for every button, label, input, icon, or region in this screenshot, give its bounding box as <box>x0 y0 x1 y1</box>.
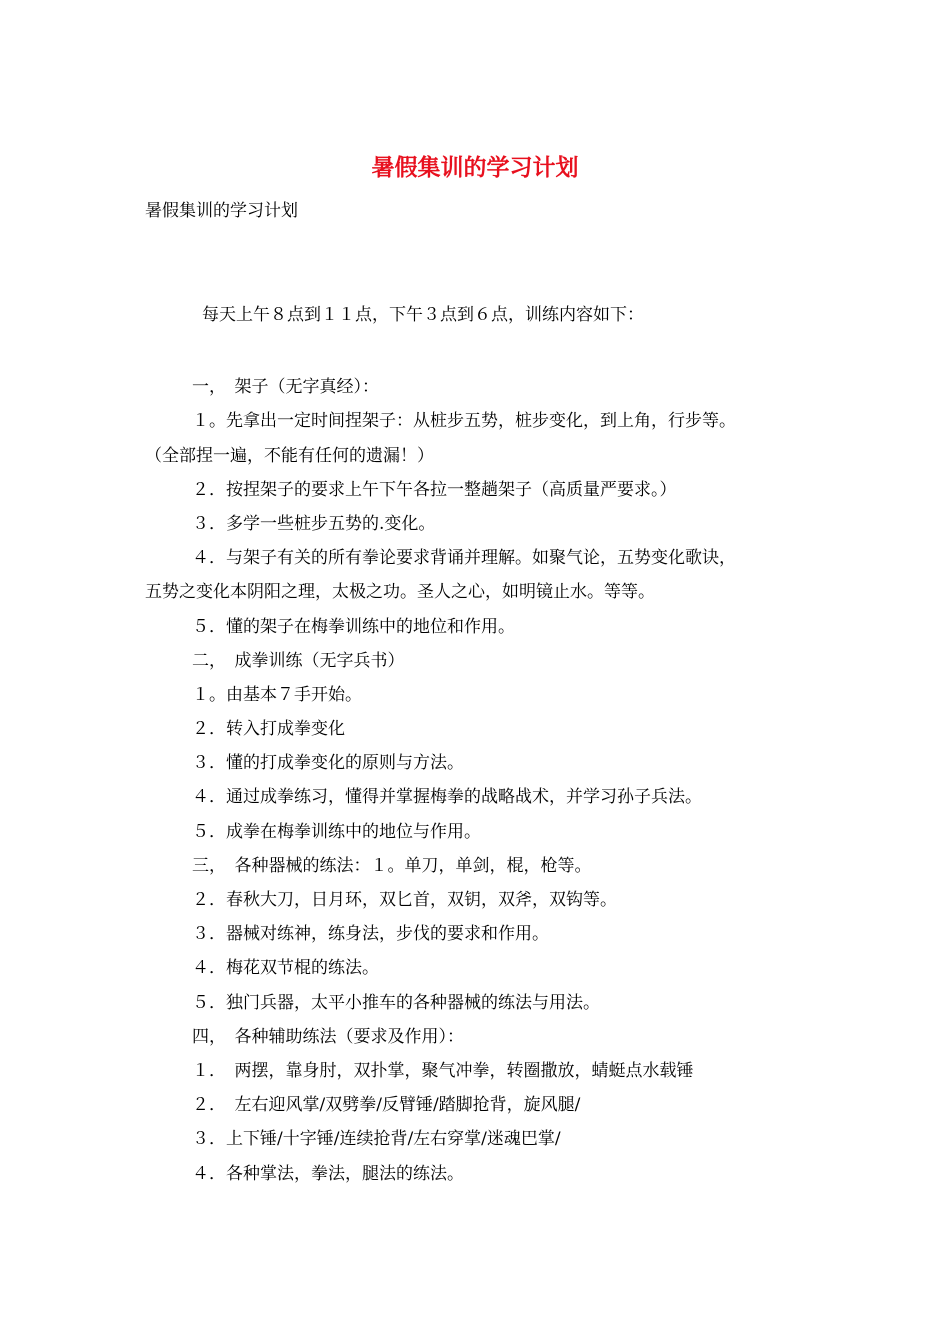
list-item: ３．器械对练神，练身法，步伐的要求和作用。 <box>192 924 549 945</box>
schedule-intro: 每天上午８点到１１点，下午３点到６点，训练内容如下： <box>202 305 644 325</box>
paragraph-gap <box>145 332 810 370</box>
section-heading-4: 四， 各种辅助练法（要求及作用）： <box>192 1026 464 1047</box>
list-item: ５．懂的架子在梅拳训练中的地位和作用。 <box>192 616 515 637</box>
list-item: １． 两摆，靠身肘，双扑掌，聚气冲拳，转圈撒放，蜻蜓点水载锤 <box>192 1060 694 1081</box>
section-heading-1: 一， 架子（无字真经）： <box>192 377 379 398</box>
list-item: ３．上下锤/十字锤/连续抢背/左右穿掌/迷魂巴掌/ <box>192 1129 561 1150</box>
list-item: ２．按捏架子的要求上午下午各拉一整趟架子（高质量严要求。） <box>192 479 677 500</box>
section-heading-3: 三， 各种器械的练法：１。单刀，单剑，棍，枪等。 <box>192 855 592 876</box>
list-item: ２．转入打成拳变化 <box>192 719 345 740</box>
list-item: ２．春秋大刀，日月环，双匕首，双钥，双斧，双钩等。 <box>192 890 617 910</box>
list-item: ４．通过成拳练习，懂得并掌握梅拳的战略战术，并学习孙子兵法。 <box>192 787 702 808</box>
list-item: １。由基本７手开始。 <box>192 684 362 705</box>
document-subtitle: 暑假集训的学习计划 <box>145 201 298 221</box>
list-item: ２． 左右迎风掌/双劈拳/反臂锤/踏脚抢背，旋风腿/ <box>192 1095 581 1116</box>
list-item: ４．各种掌法，拳法，腿法的练法。 <box>192 1163 464 1184</box>
list-item: ５．成拳在梅拳训练中的地位与作用。 <box>192 821 481 842</box>
document-title: 暑假集训的学习计划 <box>371 154 579 181</box>
list-item-continuation: （全部捏一遍，不能有任何的遗漏！） <box>145 445 434 466</box>
document-body <box>145 298 810 1191</box>
list-item: ４．梅花双节棍的练法。 <box>192 958 379 979</box>
list-item: ３．懂的打成拳变化的原则与方法。 <box>192 753 464 774</box>
list-item-continuation: 五势之变化本阴阳之理，太极之功。圣人之心，如明镜止水。等等。 <box>145 582 655 603</box>
list-item: ４．与架子有关的所有拳论要求背诵并理解。如聚气论，五势变化歌诀， <box>192 548 736 569</box>
section-heading-2: 二， 成拳训练（无字兵书） <box>192 650 405 671</box>
list-item: ５．独门兵器，太平小推车的各种器械的练法与用法。 <box>192 992 600 1013</box>
list-item: ３．多学一些桩步五势的.变化。 <box>192 513 436 534</box>
list-item: １。先拿出一定时间捏架子：从桩步五势，桩步变化，到上角，行步等。 <box>192 411 736 432</box>
